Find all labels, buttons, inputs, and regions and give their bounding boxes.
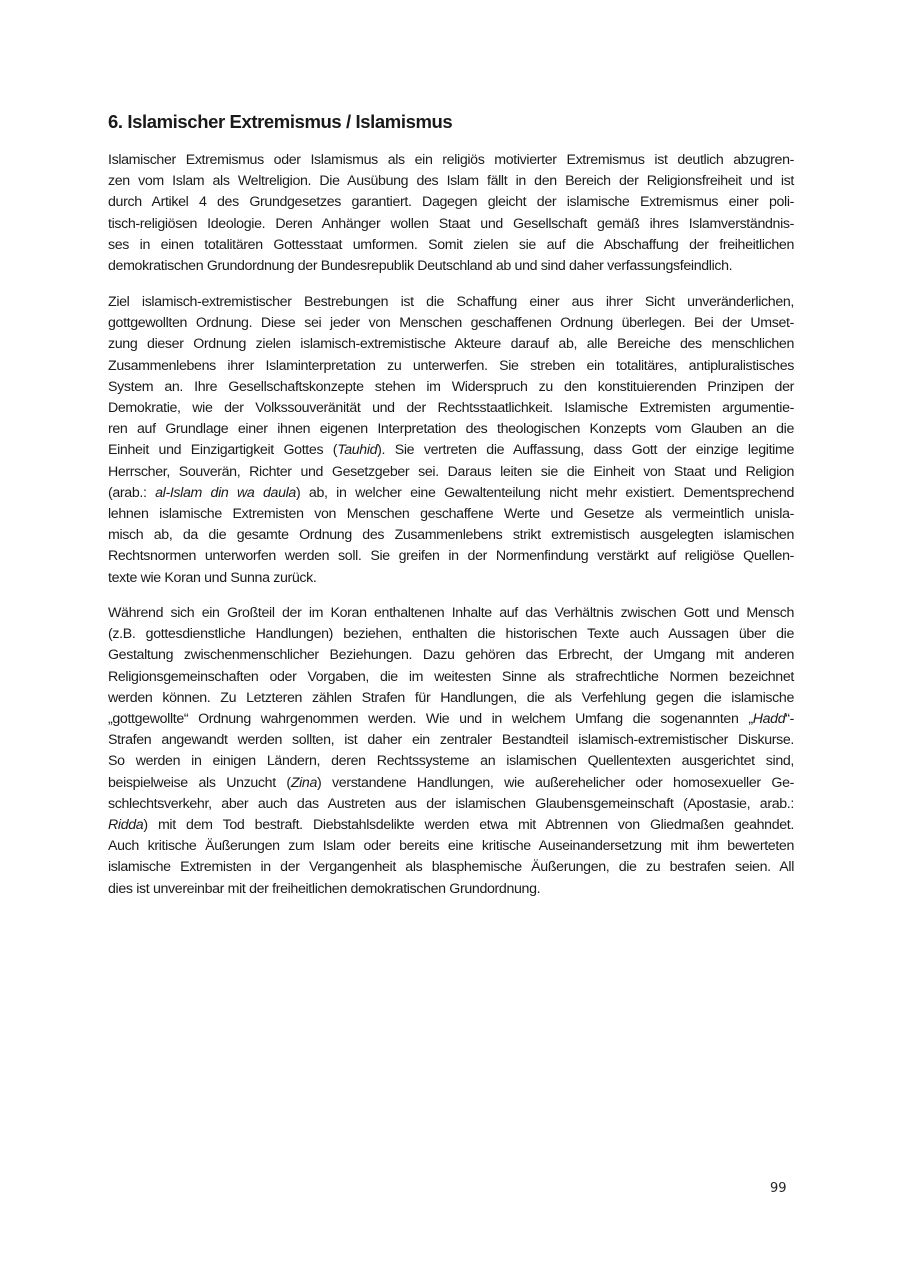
text-run: zen vom Islam als Weltreligion. Die Ausübung des Islam fällt in den Bereich der Religionsfreiheit und ist (108, 173, 794, 190)
italic-term: al-Islam din wa daula (155, 484, 296, 501)
paragraph-1 (108, 150, 794, 277)
text-line (108, 568, 794, 589)
text-line (108, 667, 794, 688)
text-line (108, 192, 794, 213)
section-heading: 6. Islamischer Extremismus / Islamismus (108, 111, 453, 132)
text-run: Strafen angewandt werden sollten, ist daher ein zentraler Bestandteil islamisch-extremistischer Diskurse. (108, 732, 794, 749)
text-line (108, 504, 794, 525)
text-run: (z.B. gottesdienstliche Handlungen) beziehen, enthalten die historischen Texte auch Aussagen über die (108, 626, 794, 643)
text-line (108, 419, 794, 440)
text-line (108, 235, 794, 256)
text-run: werden können. Zu Letzteren zählen Strafen für Handlungen, die als Verfehlung gegen die islamische (108, 689, 794, 706)
text-run: Islamischer Extremismus oder Islamismus als ein religiös motivierter Extremismus ist deutlich abzugren- (108, 152, 794, 168)
text-run: Einheit und Einzigartigkeit Gottes ( (108, 442, 338, 459)
text-line (108, 256, 794, 277)
text-line (108, 546, 794, 567)
text-run: ) mit dem Tod bestraft. Diebstahlsdelikte werden etwa mit Abtrennen von Gliedmaßen geahndet. (143, 817, 794, 834)
text-run: ). Sie vertreten die Auffassung, dass Gott der einzige legitime (377, 442, 794, 459)
text-line (108, 709, 794, 730)
text-line (108, 171, 794, 192)
text-run: So werden in einigen Ländern, deren Rechtssysteme an islamischen Quellentexten ausgerichtet sind, (108, 753, 794, 770)
text-run: Religionsgemeinschaften oder Vorgaben, die im weitesten Sinne als strafrechtliche Normen bezeichnet (108, 668, 794, 685)
text-line (108, 751, 794, 772)
text-line (108, 879, 794, 900)
text-line (108, 440, 794, 461)
text-run: tisch-religiösen Ideologie. Deren Anhänger wollen Staat und Gesellschaft gemäß ihres Islamverständnis- (108, 215, 794, 232)
text-line (108, 773, 794, 794)
text-line (108, 730, 794, 751)
italic-term: Zina (290, 774, 318, 791)
text-line (108, 313, 794, 334)
text-run: zung dieser Ordnung zielen islamisch-extremistische Akteure darauf ab, alle Bereiche des menschlichen (108, 336, 794, 353)
text-run: misch ab, da die gesamte Ordnung des Zusammenlebens strikt extremistisch ausgelegten islamischen (108, 527, 794, 544)
text-line (108, 462, 794, 483)
text-run: demokratischen Grundordnung der Bundesrepublik Deutschland ab und sind daher verfassungsfeindlich. (108, 258, 733, 275)
text-run: “- (785, 711, 794, 728)
text-run: „gottgewollte“ Ordnung wahrgenommen werden. Wie und in welchem Umfang die sogenannten „ (108, 711, 753, 728)
text-run: Rechtsnormen unterworfen werden soll. Sie greifen in der Normenfindung verstärkt auf religiöse Quellen- (108, 548, 794, 565)
text-run: ) verstandene Handlungen, wie außerehelicher oder homosexueller Ge- (317, 774, 794, 791)
text-run: (arab.: (108, 484, 156, 501)
text-line (108, 334, 794, 355)
text-run: beispielweise als Unzucht ( (108, 774, 291, 791)
text-run: schlechtsverkehr, aber auch das Austreten aus der islamischen Glaubensgemeinschaft (Apostasie, arab.: (108, 795, 794, 812)
text-run: ren auf Grundlage einer ihnen eigenen Interpretation des theologischen Konzepts vom Glauben an die (108, 421, 794, 438)
text-run: Zusammenlebens ihrer Islaminterpretation zu unterwerfen. Sie streben ein totalitäres, antipluralistisches (108, 357, 794, 374)
text-run: ses in einen totalitären Gottesstaat umformen. Somit zielen sie auf die Abschaffung der freiheitlichen (108, 236, 794, 253)
text-run: Ziel islamisch-extremistischer Bestrebungen ist die Schaffung einer aus ihrer Sicht unveränderlichen, (108, 294, 794, 310)
text-line (108, 398, 794, 419)
text-run: System an. Ihre Gesellschaftskonzepte stehen im Widerspruch zu den konstituierenden Prinzipen der (108, 378, 794, 395)
italic-term: Hadd (752, 711, 786, 728)
italic-term: Ridda (108, 817, 144, 834)
text-run: Auch kritische Äußerungen zum Islam oder bereits eine kritische Auseinandersetzung mit ihm bewerteten (108, 838, 794, 855)
text-run: islamische Extremisten in der Vergangenheit als blasphemische Äußerungen, die zu bestrafen seien. All (108, 859, 794, 876)
text-line (108, 603, 794, 624)
text-line (108, 483, 794, 504)
text-line (108, 356, 794, 377)
text-line (108, 377, 794, 398)
text-line (108, 214, 794, 235)
text-run: Herrscher, Souverän, Richter und Gesetzgeber sei. Daraus leiten sie die Einheit von Staat und Religion (108, 463, 794, 480)
text-run: gottgewollten Ordnung. Diese sei jeder von Menschen geschaffenen Ordnung überlegen. Bei der Umset- (108, 315, 794, 332)
text-line (108, 150, 794, 171)
text-line (108, 645, 794, 666)
text-line (108, 794, 794, 815)
text-run: texte wie Koran und Sunna zurück. (108, 569, 317, 586)
text-run: Gestaltung zwischenmenschlicher Beziehungen. Dazu gehören das Erbrecht, der Umgang mit anderen (108, 647, 794, 664)
paragraph-2 (108, 292, 794, 589)
text-line (108, 815, 794, 836)
text-line (108, 292, 794, 313)
text-run: durch Artikel 4 des Grundgesetzes garantiert. Dagegen gleicht der islamische Extremismus einer poli- (108, 194, 794, 211)
text-line (108, 525, 794, 546)
text-line (108, 857, 794, 878)
text-run: ) ab, in welcher eine Gewaltenteilung nicht mehr existiert. Dementsprechend (295, 484, 794, 501)
text-line (108, 624, 794, 645)
text-line (108, 836, 794, 857)
paragraph-3 (108, 603, 794, 900)
text-run: dies ist unvereinbar mit der freiheitlichen demokratischen Grundordnung. (108, 880, 541, 897)
text-run: Während sich ein Großteil der im Koran enthaltenen Inhalte auf das Verhältnis zwischen Gott und Mensch (108, 605, 794, 621)
text-run: Demokratie, wie der Volkssouveränität und der Rechtsstaatlichkeit. Islamische Extremisten argumentie- (108, 400, 794, 417)
text-run: lehnen islamische Extremisten von Menschen geschaffene Werte und Gesetze als vermeintlich unisla- (108, 506, 794, 523)
page-number: 99 (770, 1181, 787, 1196)
text-line (108, 688, 794, 709)
italic-term: Tauhid (337, 442, 378, 459)
